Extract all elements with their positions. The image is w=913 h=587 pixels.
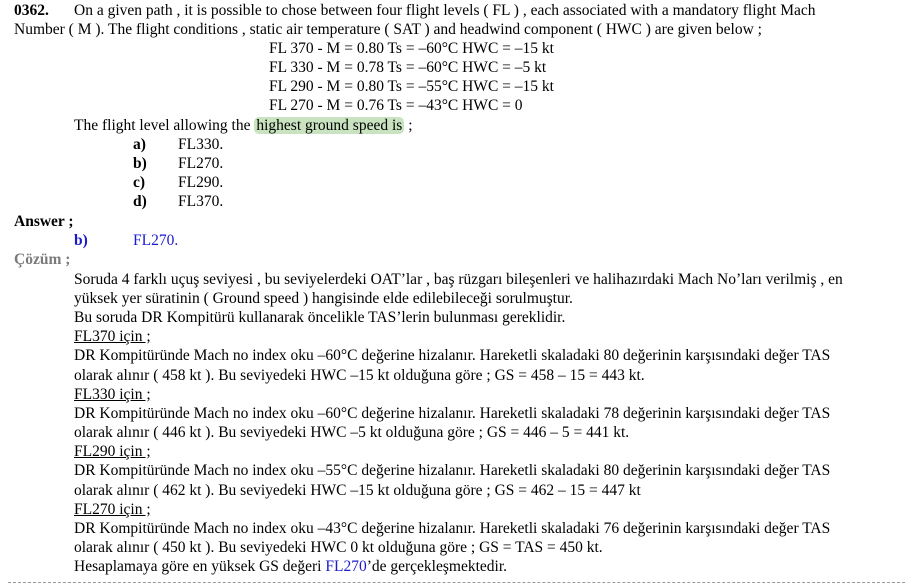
- page-divider: [8, 582, 905, 583]
- solution-heading: Çözüm ;: [14, 251, 71, 268]
- condition-fl330: FL 330 - M = 0.78 Ts = –60°C HWC = –5 kt: [269, 59, 547, 76]
- option-text: FL290.: [178, 174, 224, 191]
- option-text: FL370.: [178, 193, 224, 210]
- question-prompt: [74, 116, 413, 135]
- solution-intro-line-1: Soruda 4 farklı uçuş seviyesi , bu seviyelerdeki OAT’lar , baş rüzgarı bileşenleri ve halihazırdaki Mach No’ları verilmiş , en: [74, 271, 843, 288]
- option-letter: c): [133, 174, 146, 191]
- section-title-fl370: FL370 için ;: [74, 328, 151, 345]
- option-text: FL270.: [178, 155, 224, 172]
- condition-fl370: FL 370 - M = 0.80 Ts = –60°C HWC = –15 kt: [269, 40, 554, 57]
- condition-fl270: FL 270 - M = 0.76 Ts = –43°C HWC = 0: [269, 97, 523, 114]
- section-fl270-line-2: olarak alınır ( 450 kt ). Bu seviyedeki HWC 0 kt olduğuna göre ; GS = TAS = 450 kt.: [74, 539, 603, 556]
- question-text-line-1: On a given path , it is possible to chose between four flight levels ( FL ) , each associated with a mandatory flight Mach: [74, 2, 816, 19]
- section-fl330-line-1: DR Kompitüründe Mach no index oku –60°C değerine hizalanır. Hareketli skaladaki 78 değerinin karşısındaki değer TAS: [74, 405, 831, 422]
- prompt-text: The flight level allowing the: [74, 117, 255, 134]
- answer-text: FL270.: [133, 232, 179, 249]
- section-fl290-line-2: olarak alınır ( 462 kt ). Bu seviyedeki HWC –15 kt olduğuna göre ; GS = 462 – 15 = 447 kt: [74, 482, 641, 499]
- answer-letter: b): [74, 232, 88, 249]
- section-fl270-line-1: DR Kompitüründe Mach no index oku –43°C değerine hizalanır. Hareketli skaladaki 76 değerinin karşısındaki değer TAS: [74, 520, 831, 537]
- prompt-highlight: highest ground speed is: [256, 117, 403, 134]
- conclusion-end: ’de gerçekleşmektedir.: [366, 558, 508, 575]
- prompt-end: ;: [404, 117, 413, 134]
- option-letter: d): [133, 193, 147, 210]
- question-text-line-2: Number ( M ). The flight conditions , static air temperature ( SAT ) and headwind component ( HWC ) are given below ;: [14, 21, 762, 38]
- section-title-fl270: FL270 için ;: [74, 501, 151, 518]
- section-title-fl290: FL290 için ;: [74, 443, 151, 460]
- solution-conclusion: [74, 557, 507, 576]
- option-letter: b): [133, 155, 147, 172]
- condition-fl290: FL 290 - M = 0.80 Ts = –55°C HWC = –15 kt: [269, 78, 554, 95]
- section-fl370-line-2: olarak alınır ( 458 kt ). Bu seviyedeki HWC –15 kt olduğuna göre ; GS = 458 – 15 = 443 kt.: [74, 367, 645, 384]
- solution-intro-line-3: Bu soruda DR Kompitürü kullanarak öncelikle TAS’lerin bulunması gereklidir.: [74, 309, 566, 326]
- section-fl290-line-1: DR Kompitüründe Mach no index oku –55°C değerine hizalanır. Hareketli skaladaki 80 değerinin karşısındaki değer TAS: [74, 462, 831, 479]
- section-fl370-line-1: DR Kompitüründe Mach no index oku –60°C değerine hizalanır. Hareketli skaladaki 80 değerinin karşısındaki değer TAS: [74, 347, 831, 364]
- answer-heading: Answer ;: [14, 213, 74, 230]
- conclusion-text: Hesaplamaya göre en yüksek GS değeri: [74, 558, 326, 575]
- option-text: FL330.: [178, 136, 224, 153]
- solution-intro-line-2: yüksek yer süratinin ( Ground speed ) hangisinde elde edilebileceği sorulmuştur.: [74, 290, 573, 307]
- option-letter: a): [133, 136, 146, 153]
- section-fl330-line-2: olarak alınır ( 446 kt ). Bu seviyedeki HWC –5 kt olduğuna göre ; GS = 446 – 5 = 441 kt.: [74, 424, 630, 441]
- conclusion-answer-link[interactable]: FL270: [325, 558, 367, 575]
- section-title-fl330: FL330 için ;: [74, 386, 151, 403]
- question-number: 0362.: [14, 2, 49, 19]
